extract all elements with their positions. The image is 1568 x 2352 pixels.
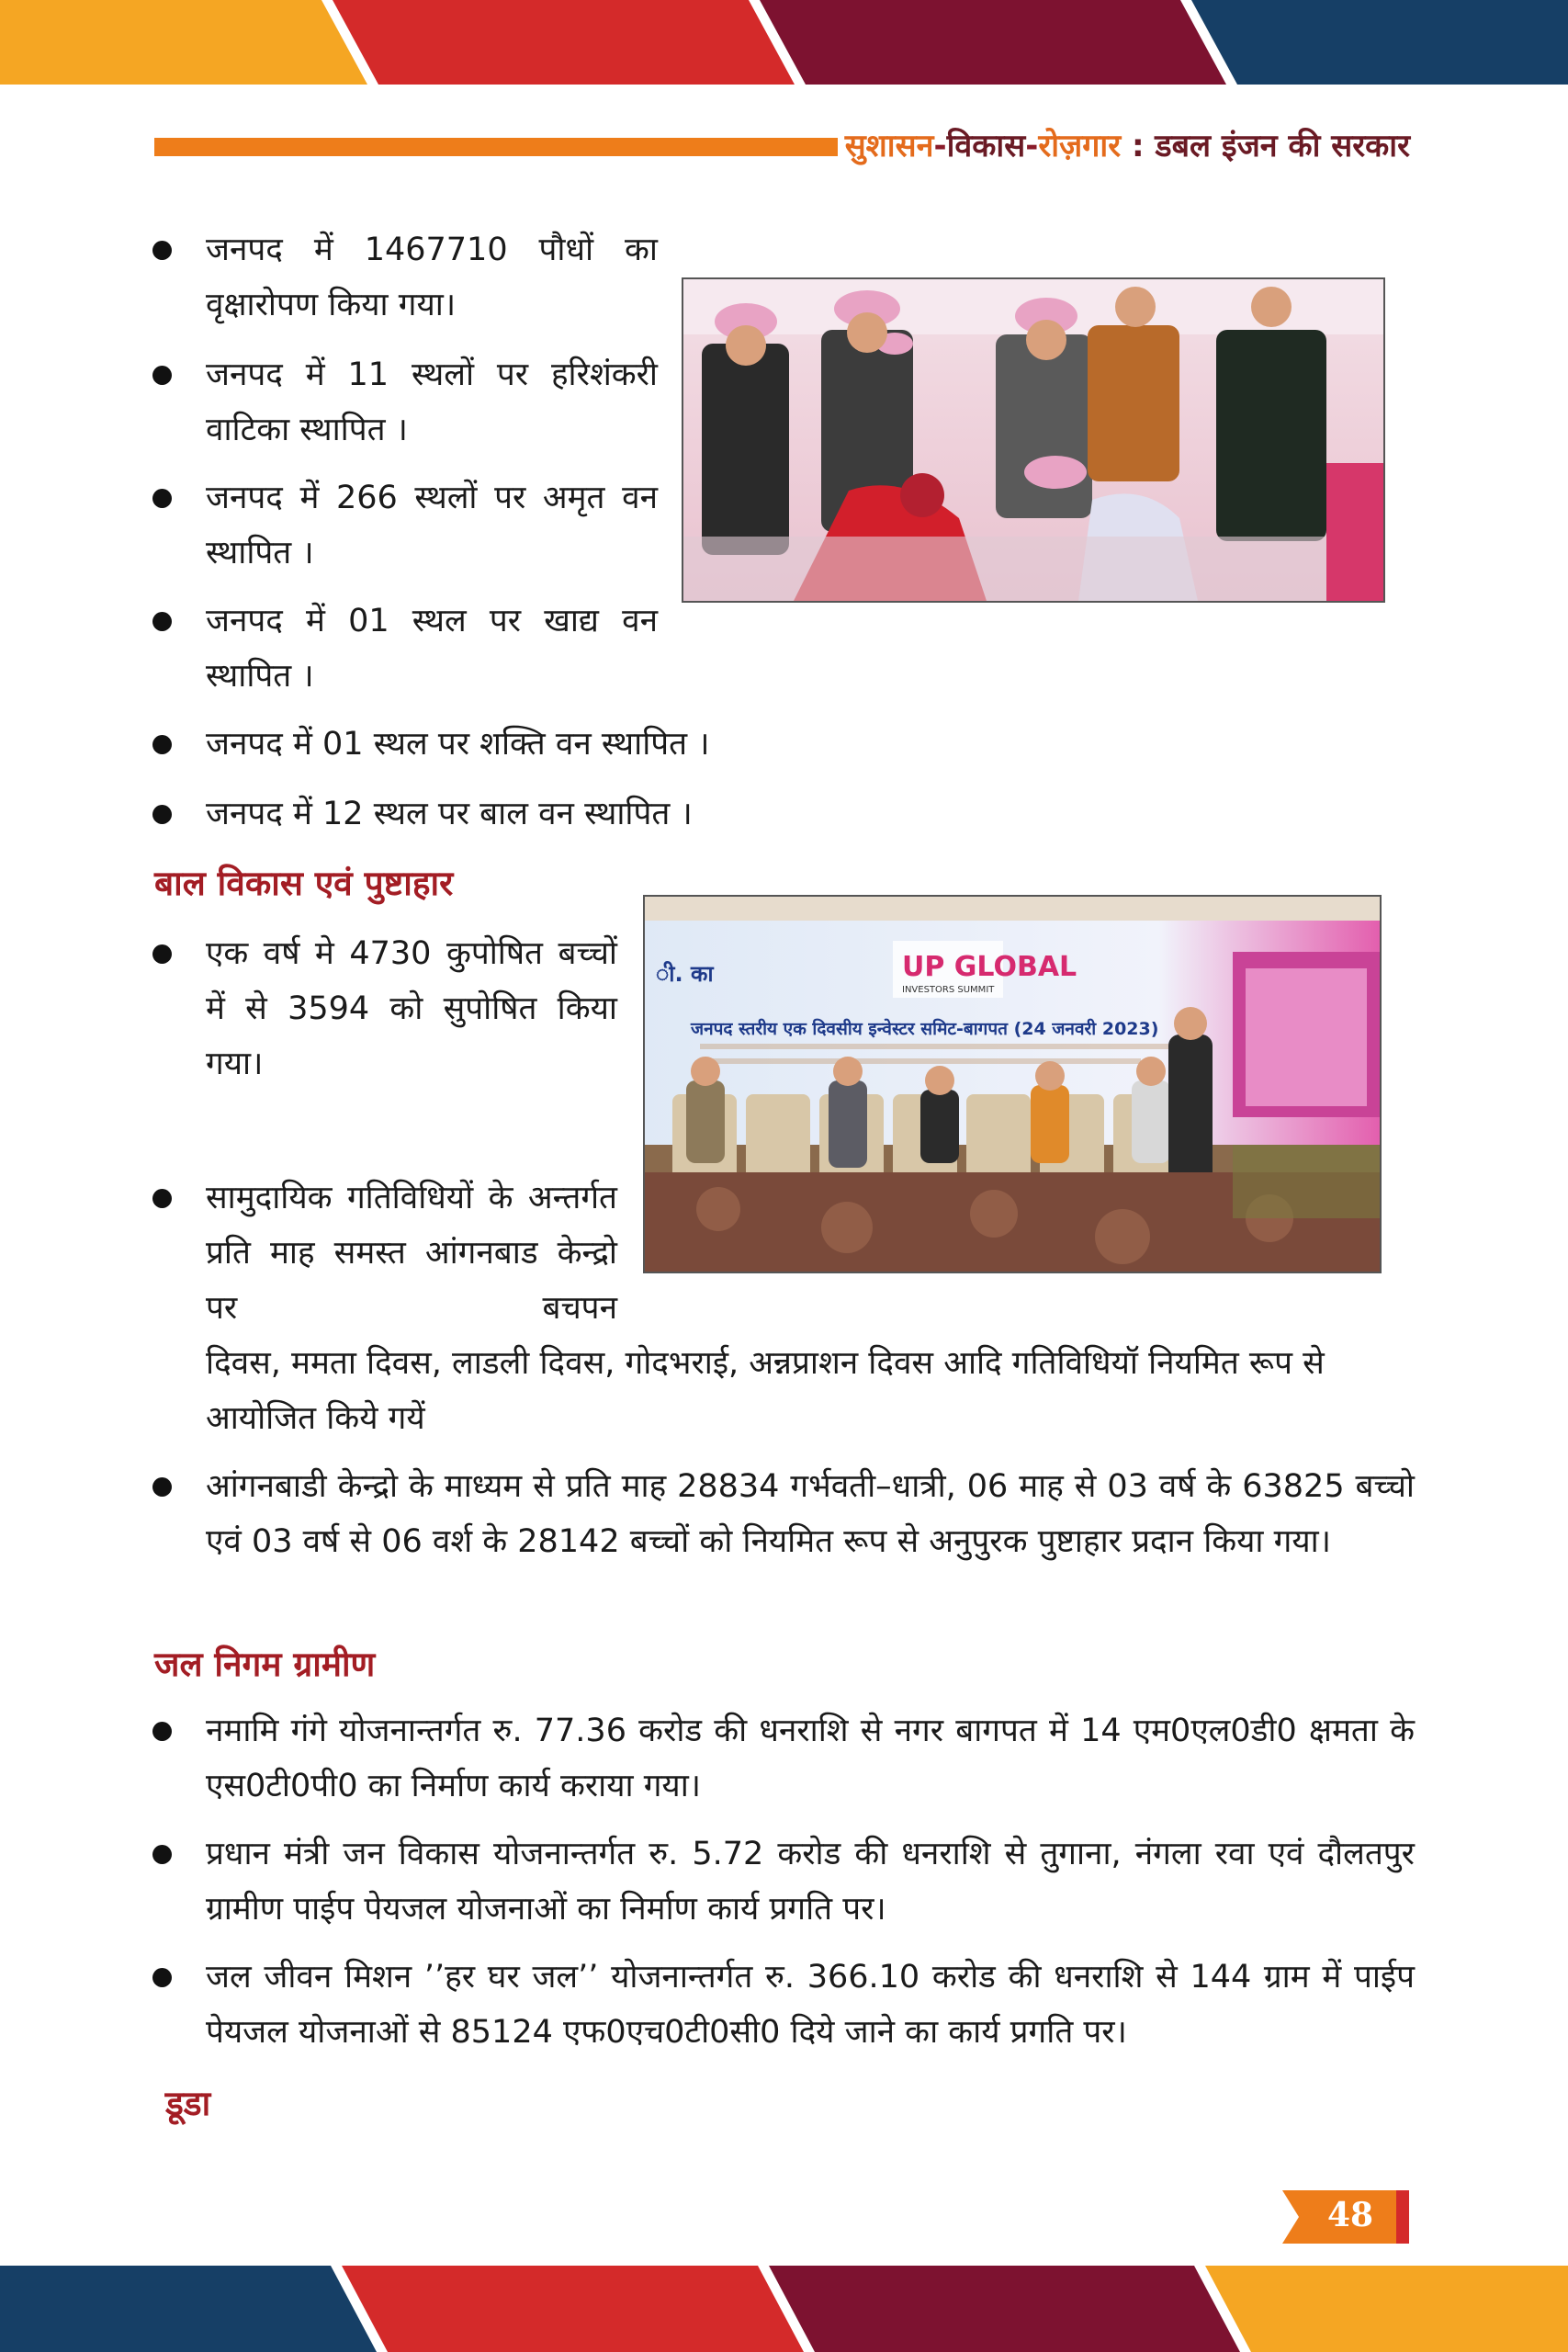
bullet-icon <box>152 944 172 964</box>
summit-logo-subtext: INVESTORS SUMMIT <box>902 985 995 995</box>
list-item: प्रधान मंत्री जन विकास योजनान्तर्गत रु. 5.72 करोड की धनराशि से तुगाना, नंगला रवा एवं दौलतपुर ग्रामीण पाईप पेयजल योजनाओं का निर्माण कार्य प्रगति पर। <box>206 1826 1415 1937</box>
list-item: जनपद में 01 स्थल पर शक्ति वन स्थापित । <box>206 717 849 772</box>
bullet-icon <box>152 366 172 385</box>
plantation-ceremony-photo <box>682 277 1385 603</box>
header-part-rest: : डबल इंजन की सरकार <box>1121 128 1410 164</box>
bullet-icon <box>152 612 172 631</box>
list-item: जनपद में 266 स्थलों पर अमृत वन स्थापित । <box>206 470 658 581</box>
list-item: सामुदायिक गतिविधियों के अन्तर्गत प्रति माह समस्त आंगनबाड केन्द्रो पर बचपन दिवस, ममता दिवस, लाडली दिवस, गोदभराई, अन्नप्राशन दिवस आदि गतिविधियॉ नियमित रूप से आयोजित किये गयें <box>206 1170 1415 1446</box>
community-activities-text: दिवस, ममता दिवस, लाडली दिवस, गोदभराई, अन्नप्राशन दिवस आदि गतिविधियॉ नियमित रूप से आयोजित किये गयें <box>206 1345 1325 1437</box>
bullet-icon <box>152 241 172 260</box>
svg-text:ी. का: ी. का <box>656 961 714 987</box>
list-item: जल जीवन मिशन ’’हर घर जल’’ योजनान्तर्गत रु. 366.10 करोड की धनराशि से 144 ग्राम में पाईप पेयजल योजनाओं से 85124 एफ0एच0टी0सी0 दिये जाने का कार्य प्रगति पर। <box>206 1950 1415 2060</box>
summit-banner-text: जनपद स्तरीय एक दिवसीय इन्वेस्टर समिट-बागपत (24 जनवरी 2023) <box>691 1019 1159 1039</box>
bullet-icon <box>152 735 172 754</box>
header-part-vikas: विकास <box>946 128 1026 164</box>
bullet-icon <box>152 1968 172 1987</box>
list-item: आंगनबाडी केन्द्रो के माध्यम से प्रति माह 28834 गर्भवती–धात्री, 06 माह से 03 वर्ष के 63825 बच्चो एवं 03 वर्ष से 06 वर्श के 28142 बच्चों को नियमित रूप से अनुपुरक पुष्टाहार प्रदान किया गया। <box>206 1459 1415 1569</box>
investor-summit-photo <box>643 895 1382 1273</box>
list-item: जनपद में 11 स्थलों पर हरिशंकरी वाटिका स्थापित । <box>206 347 658 458</box>
header-part-sushasan: सुशासन <box>844 128 934 164</box>
bullet-icon <box>152 489 172 508</box>
list-item: नमामि गंगे योजनान्तर्गत रु. 77.36 करोड की धनराशि से नगर बागपत में 14 एम0एल0डी0 क्षमता के एस0टी0पी0 का निर्माण कार्य कराया गया। <box>206 1703 1415 1814</box>
section-heading-child-development: बाल विकास एवं पुष्टाहार <box>154 863 454 903</box>
bottom-decorative-band <box>0 2266 1568 2350</box>
summit-logo-text: UP GLOBAL <box>902 951 1077 983</box>
header-rule <box>154 138 838 156</box>
list-item: जनपद में 12 स्थल पर बाल वन स्थापित । <box>206 786 849 842</box>
section-heading-jal-nigam: जल निगम ग्रामीण <box>154 1644 376 1684</box>
bullet-icon <box>152 1477 172 1497</box>
section-heading-duda: डूडा <box>165 2083 211 2123</box>
list-item: जनपद में 1467710 पौधों का वृक्षारोपण किया गया। <box>206 222 658 333</box>
page-number: 48 <box>1326 2196 1374 2234</box>
list-item: एक वर्ष मे 4730 कुपोषित बच्चों में से 3594 को सुपोषित किया गया। <box>206 926 617 1091</box>
page-number-badge <box>1282 2190 1409 2244</box>
running-header: सुशासन-विकास-रोज़गार : डबल इंजन की सरकार <box>844 128 1410 164</box>
bullet-icon <box>152 805 172 824</box>
top-decorative-band <box>0 0 1568 85</box>
bullet-icon <box>152 1722 172 1741</box>
list-item: जनपद में 01 स्थल पर खाद्य वन स्थापित । <box>206 594 658 704</box>
header-part-rozgar: रोज़गार <box>1038 128 1122 164</box>
bullet-icon <box>152 1845 172 1864</box>
bullet-icon <box>152 1189 172 1208</box>
